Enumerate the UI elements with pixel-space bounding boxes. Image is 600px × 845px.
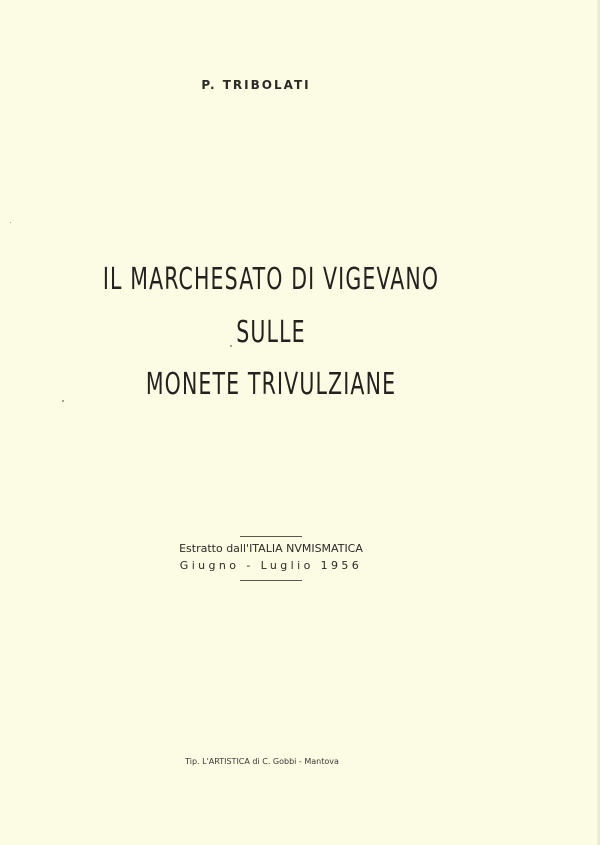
extract-source: Estratto dall'ITALIA NVMISMATICA (179, 542, 363, 555)
title-line-2: SULLE (236, 315, 306, 350)
extract-dates: Giugno - Luglio 1956 (179, 559, 363, 572)
divider-bottom (240, 580, 302, 581)
title-line-3: MONETE TRIVULZIANE (145, 367, 397, 402)
divider-top (240, 536, 302, 537)
author-name: P. TRIBOLATI (201, 78, 311, 92)
paper-speck (62, 400, 64, 402)
paper-speck (10, 222, 11, 223)
title-line-1: IL MARCHESATO DI VIGEVANO (102, 262, 440, 297)
paper-speck (230, 345, 232, 347)
printer-imprint: Tip. L'ARTISTICA di C. Gobbi - Mantova (185, 757, 339, 766)
